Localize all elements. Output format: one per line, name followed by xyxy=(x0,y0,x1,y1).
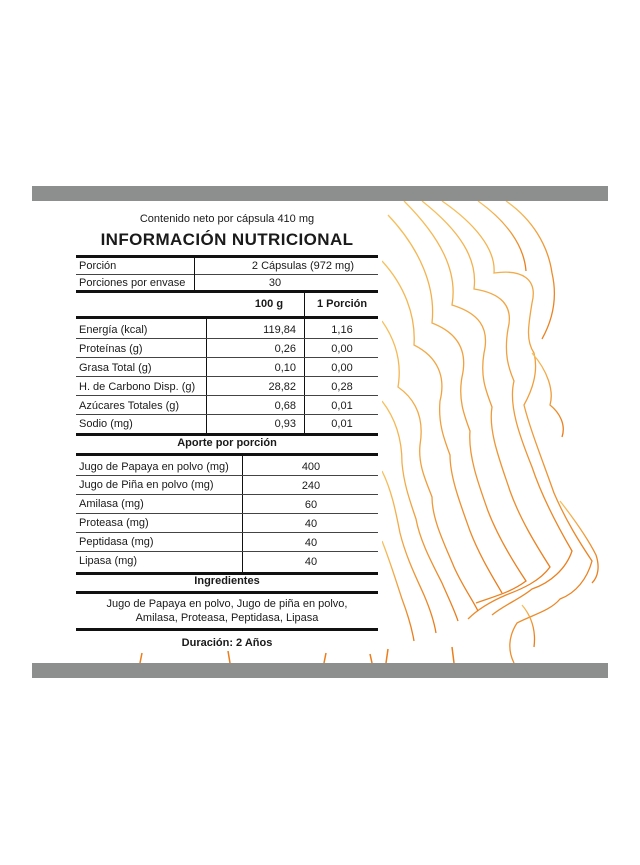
divider xyxy=(76,395,378,396)
rule xyxy=(76,591,378,594)
contribution-name: Jugo de Piña en polvo (mg) xyxy=(79,479,214,491)
divider xyxy=(76,274,378,275)
divider xyxy=(76,357,378,358)
nutrient-per100: 0,26 xyxy=(274,343,296,355)
nutrient-name: Sodio (mg) xyxy=(79,418,133,430)
per-container-label: Porciones por envase xyxy=(79,277,186,289)
nutrient-portion: 0,00 xyxy=(331,362,353,374)
nutrient-name: Energía (kcal) xyxy=(79,324,148,336)
nutrient-per100: 0,93 xyxy=(274,418,296,430)
nutrient-portion: 1,16 xyxy=(331,324,353,336)
contribution-value: 40 xyxy=(304,537,318,549)
ingredients-heading: Ingredientes xyxy=(194,575,260,587)
nutrient-portion: 0,28 xyxy=(331,381,353,393)
portion-value: 2 Cápsulas (972 mg) xyxy=(251,260,354,272)
col-portion-header: 1 Porción xyxy=(316,298,368,310)
contribution-value: 40 xyxy=(304,556,318,568)
nutrient-name: H. de Carbono Disp. (g) xyxy=(79,381,196,393)
nutrient-portion: 0,00 xyxy=(331,343,353,355)
contribution-value: 60 xyxy=(304,499,318,511)
per-container-value: 30 xyxy=(268,277,282,289)
nutrient-name: Grasa Total (g) xyxy=(79,362,152,374)
net-content-text: Contenido neto por cápsula 410 mg xyxy=(139,213,315,225)
contribution-name: Peptidasa (mg) xyxy=(79,536,154,548)
divider xyxy=(76,551,378,552)
top-gray-bar xyxy=(32,186,608,201)
divider xyxy=(76,513,378,514)
contribution-heading: Aporte por porción xyxy=(177,437,277,449)
nutrient-per100: 0,10 xyxy=(274,362,296,374)
nutrient-per100: 0,68 xyxy=(274,400,296,412)
contribution-name: Jugo de Papaya en polvo (mg) xyxy=(79,461,229,473)
rule-top xyxy=(76,255,378,258)
ingredients-line-1: Jugo de Papaya en polvo, Jugo de piña en polvo, xyxy=(106,598,348,610)
divider xyxy=(76,376,378,377)
divider xyxy=(76,475,378,476)
col-100g-header: 100 g xyxy=(254,298,284,310)
nutrient-name: Azúcares Totales (g) xyxy=(79,400,180,412)
divider xyxy=(304,293,305,433)
rule xyxy=(76,316,378,319)
divider xyxy=(242,456,243,572)
contribution-value: 400 xyxy=(301,461,321,473)
contribution-name: Amilasa (mg) xyxy=(79,498,144,510)
duration-text: Duración: 2 Años xyxy=(181,637,273,649)
contribution-value: 240 xyxy=(301,480,321,492)
ingredients-line-2: Amilasa, Proteasa, Peptidasa, Lipasa xyxy=(135,612,319,624)
portion-label: Porción xyxy=(79,260,117,272)
contribution-name: Proteasa (mg) xyxy=(79,517,149,529)
divider xyxy=(76,494,378,495)
bottom-gray-bar xyxy=(32,663,608,678)
nutrient-portion: 0,01 xyxy=(331,400,353,412)
contribution-value: 40 xyxy=(304,518,318,530)
rule xyxy=(76,290,378,293)
rule xyxy=(76,628,378,631)
label-title: INFORMACIÓN NUTRICIONAL xyxy=(100,230,354,249)
divider xyxy=(76,338,378,339)
contribution-name: Lipasa (mg) xyxy=(79,555,138,567)
divider xyxy=(76,532,378,533)
rule xyxy=(76,453,378,456)
nutrient-name: Proteínas (g) xyxy=(79,343,143,355)
face-profile-line-art xyxy=(382,201,608,663)
nutrient-per100: 119,84 xyxy=(263,324,296,336)
divider xyxy=(76,414,378,415)
nutrient-per100: 28,82 xyxy=(268,381,296,393)
nutrient-portion: 0,01 xyxy=(331,418,353,430)
divider xyxy=(194,258,195,290)
nutrition-label xyxy=(76,201,382,663)
